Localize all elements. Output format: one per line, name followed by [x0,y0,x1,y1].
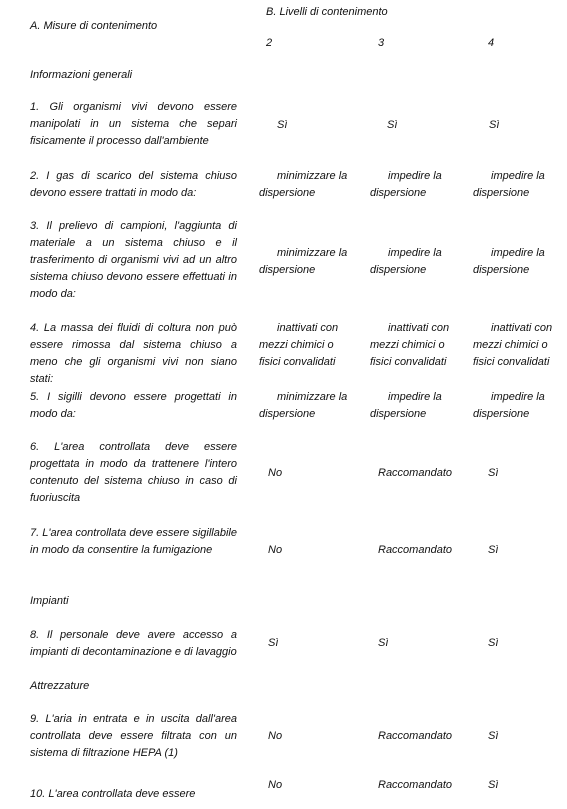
row-3-level-3: impedire la dispersione [370,247,442,276]
row-2-level-2: minimizzare la dispersione [259,170,348,199]
row-4-level-2: inattivati con mezzi chimici o fisici convalidati [259,322,339,368]
section-heading-equipment: Attrezzature [30,680,90,692]
row-9-level-4: Sì [488,730,499,742]
row-5-level-4: impedire la dispersione [473,391,545,420]
criterion-9: 9. L'aria in entrata e in uscita dall'area controllata deve essere filtrata con un sistema di filtrazione HEPA (1) [30,713,237,759]
row-10-level-4: Sì [488,779,499,791]
criterion-6: 6. L'area controllata deve essere progettata in modo da trattenere l'intero contenuto del sistema chiuso in caso di fuoriuscita [30,441,237,504]
row-3-level-4: impedire la dispersione [473,247,545,276]
criterion-5: 5. I sigilli devono essere progettati in modo da: [30,391,237,420]
criterion-7: 7. L'area controllata deve essere sigillabile in modo da consentire la fumigazione [30,527,237,556]
row-6-level-2: No [268,467,283,479]
criterion-10: 10. L'area controllata deve essere [30,788,196,800]
row-1-level-2: Sì [277,119,288,131]
row-3-level-2: minimizzare la dispersione [259,247,348,276]
column-b-header: B. Livelli di contenimento [266,6,388,18]
criterion-2: 2. I gas di scarico del sistema chiuso devono essere trattati in modo da: [30,170,237,199]
row-4-level-4: inattivati con mezzi chimici o fisici convalidati [473,322,553,368]
row-6-level-3: Raccomandato [378,467,452,479]
row-2-level-4: impedire la dispersione [473,170,545,199]
row-1-level-4: Sì [489,119,500,131]
row-10-level-2: No [268,779,283,791]
row-2-level-3: impedire la dispersione [370,170,442,199]
level-4-header: 4 [488,37,495,49]
row-1-level-3: Sì [387,119,398,131]
criterion-4: 4. La massa dei fluidi di coltura non può essere rimossa dal sistema chiuso a meno che gli organismi vivi non siano stati: [30,322,237,385]
row-8-level-2: Sì [268,637,279,649]
row-7-level-3: Raccomandato [378,544,452,556]
row-6-level-4: Sì [488,467,499,479]
row-9-level-3: Raccomandato [378,730,452,742]
row-8-level-3: Sì [378,637,389,649]
section-heading-facilities: Impianti [30,595,69,607]
criterion-8: 8. Il personale deve avere accesso a impianti di decontaminazione e di lavaggio [30,629,237,658]
row-7-level-2: No [268,544,283,556]
criterion-1: 1. Gli organismi vivi devono essere manipolati in un sistema che separi fisicamente il processo dall'ambiente [30,101,237,147]
section-heading-general: Informazioni generali [30,69,133,81]
row-7-level-4: Sì [488,544,499,556]
row-5-level-3: impedire la dispersione [370,391,442,420]
level-2-header: 2 [266,37,273,49]
row-4-level-3: inattivati con mezzi chimici o fisici convalidati [370,322,450,368]
row-10-level-3: Raccomandato [378,779,452,791]
criterion-3: 3. Il prelievo di campioni, l'aggiunta di materiale a un sistema chiuso e il trasferimento di organismi vivi ad un altro sistema chiuso devono essere effettuati in modo da: [30,220,237,300]
row-8-level-4: Sì [488,637,499,649]
row-9-level-2: No [268,730,283,742]
column-a-header: A. Misure di contenimento [30,20,158,32]
row-5-level-2: minimizzare la dispersione [259,391,348,420]
level-3-header: 3 [378,37,385,49]
